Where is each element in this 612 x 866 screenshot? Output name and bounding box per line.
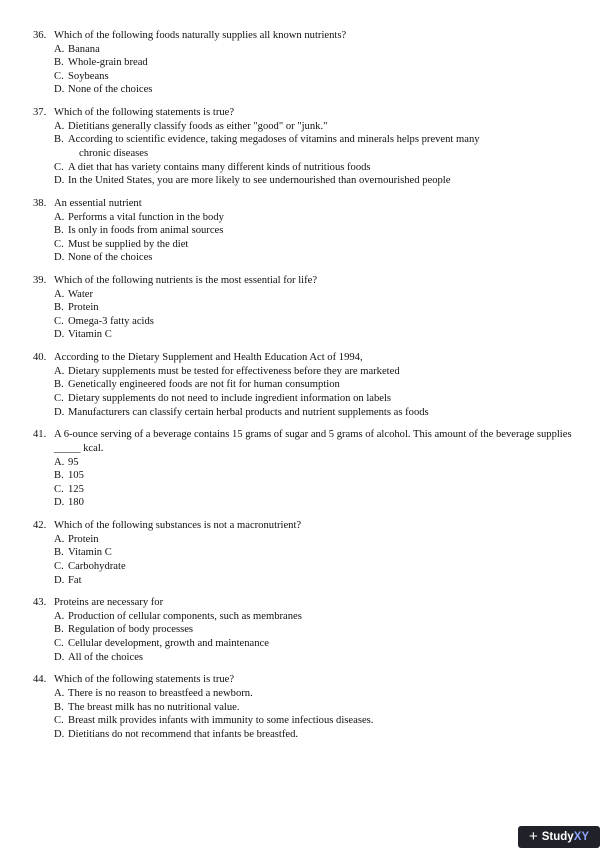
option-text-wrap	[68, 456, 583, 470]
question-list	[33, 29, 583, 751]
question-number: 43.	[33, 597, 47, 609]
question-number: 37.	[33, 107, 47, 119]
question-number: 36.	[33, 30, 47, 41]
question-37	[33, 106, 583, 188]
question-42	[33, 519, 583, 587]
answer-option	[33, 43, 583, 57]
option-text-wrap	[68, 365, 583, 379]
answer-option	[33, 610, 583, 624]
option-text: 180	[68, 497, 84, 509]
option-text: Vitamin C	[68, 329, 112, 341]
question-43	[33, 596, 583, 664]
brand-name	[542, 831, 589, 843]
option-letter: D.	[54, 175, 65, 187]
option-letter: A.	[54, 610, 65, 622]
option-letter: A.	[54, 120, 65, 132]
option-text: The breast milk has no nutritional value.	[68, 701, 240, 713]
answer-option	[33, 315, 583, 329]
option-letter: B.	[54, 134, 64, 146]
option-text-wrap	[68, 43, 583, 57]
option-letter: B.	[54, 302, 64, 314]
question-number: 39.	[33, 275, 47, 287]
option-letter: B.	[54, 225, 64, 237]
answer-option	[33, 301, 583, 315]
answer-option	[33, 574, 583, 588]
option-text-wrap	[68, 701, 583, 715]
answer-option	[33, 687, 583, 701]
brand-accent: XY	[573, 831, 590, 843]
question-36	[33, 29, 583, 97]
option-text-wrap	[68, 560, 583, 574]
option-text: Whole-grain bread	[68, 57, 148, 69]
answer-option	[33, 392, 583, 406]
option-text: Must be supplied by the diet	[68, 238, 189, 250]
question-text: Which of the following nutrients is the most essential for life?	[54, 275, 318, 287]
question-text: Proteins are necessary for	[54, 597, 164, 609]
option-text-wrap	[68, 238, 583, 252]
answer-option	[33, 211, 583, 225]
answer-option	[33, 238, 583, 252]
option-text-wrap	[68, 610, 583, 624]
answer-option	[33, 120, 583, 134]
option-text: Is only in foods from animal sources	[68, 225, 224, 237]
option-text: Regulation of body processes	[68, 624, 194, 636]
option-text-wrap	[68, 728, 583, 742]
option-letter: B.	[54, 379, 64, 391]
option-text: Fat	[68, 574, 82, 586]
option-text-wrap	[68, 651, 583, 665]
brand-prefix: Study	[541, 831, 574, 843]
answer-option	[33, 456, 583, 470]
option-letter: D.	[54, 728, 65, 740]
question-stem	[33, 351, 583, 365]
answer-option	[33, 701, 583, 715]
option-text-wrap	[68, 56, 583, 70]
option-letter: D.	[54, 406, 65, 418]
option-letter: C.	[54, 715, 64, 727]
question-stem	[33, 274, 583, 288]
question-text: Which of the following statements is true?	[54, 107, 235, 119]
option-text: According to scientific evidence, taking megadoses of vitamins and minerals helps prevent many	[68, 134, 480, 146]
question-text: Which of the following foods naturally supplies all known nutrients?	[54, 30, 347, 41]
question-number: 40.	[33, 352, 47, 364]
question-number: 44.	[33, 674, 47, 686]
answer-option	[33, 161, 583, 175]
option-letter: B.	[54, 701, 64, 713]
option-text-continued: chronic diseases	[79, 147, 149, 159]
option-text-wrap	[68, 714, 583, 728]
option-letter: C.	[54, 161, 64, 173]
question-stem	[33, 673, 583, 687]
option-letter: C.	[54, 70, 64, 82]
option-text-wrap	[68, 70, 583, 84]
option-letter: A.	[54, 365, 65, 377]
answer-option	[33, 496, 583, 510]
option-text-wrap	[68, 623, 583, 637]
option-text-wrap	[68, 392, 583, 406]
question-number: 38.	[33, 197, 47, 209]
option-text: 105	[68, 470, 84, 482]
option-text-wrap	[68, 378, 583, 392]
option-text-wrap	[68, 224, 583, 238]
option-letter: D.	[54, 574, 65, 586]
option-text: Dietitians do not recommend that infants be breastfed.	[68, 728, 299, 740]
option-text: Protein	[68, 302, 99, 314]
answer-option	[33, 365, 583, 379]
answer-option	[33, 533, 583, 547]
option-letter: B.	[54, 57, 64, 69]
question-stem	[33, 106, 583, 120]
option-letter: B.	[54, 470, 64, 482]
option-text-wrap	[68, 174, 583, 188]
option-text-wrap	[68, 133, 583, 160]
answer-option	[33, 378, 583, 392]
option-text-wrap	[68, 301, 583, 315]
option-letter: A.	[54, 288, 65, 300]
option-text: Dietary supplements must be tested for effectiveness before they are marketed	[68, 365, 400, 377]
answer-option	[33, 83, 583, 97]
option-text-wrap	[68, 161, 583, 175]
option-text-wrap	[68, 251, 583, 265]
option-text-wrap	[68, 328, 583, 342]
option-text: Carbohydrate	[68, 560, 126, 572]
question-text: Which of the following substances is not a macronutrient?	[54, 520, 302, 532]
option-letter: B.	[54, 624, 64, 636]
option-letter: C.	[54, 393, 64, 404]
answer-option	[33, 483, 583, 497]
option-text: Performs a vital function in the body	[68, 211, 224, 223]
option-text: None of the choices	[68, 84, 153, 96]
option-text: Dietitians generally classify foods as either "good" or "junk."	[68, 120, 328, 132]
option-text: Soybeans	[68, 70, 109, 82]
option-text-wrap	[68, 211, 583, 225]
option-text: Genetically engineered foods are not fit for human consumption	[68, 379, 340, 391]
option-text-wrap	[68, 637, 583, 651]
question-stem	[33, 197, 583, 211]
question-text: An essential nutrient	[54, 197, 142, 209]
option-text-wrap	[68, 406, 583, 420]
question-38	[33, 197, 583, 265]
answer-option	[33, 728, 583, 742]
option-letter: A.	[54, 688, 65, 700]
option-text-wrap	[68, 83, 583, 97]
option-text: Protein	[68, 533, 99, 545]
answer-option	[33, 174, 583, 188]
answer-option	[33, 288, 583, 302]
plus-icon: +	[528, 827, 538, 845]
option-text-wrap	[68, 288, 583, 302]
option-text-wrap	[68, 483, 583, 497]
option-text: Breast milk provides infants with immunity to some infectious diseases.	[68, 715, 374, 727]
option-text: Vitamin C	[68, 547, 112, 559]
question-number: 42.	[33, 520, 47, 532]
answer-option	[33, 560, 583, 574]
question-41	[33, 428, 583, 510]
option-letter: C.	[54, 483, 64, 495]
question-39	[33, 274, 583, 342]
question-44	[33, 673, 583, 741]
option-letter: C.	[54, 638, 64, 650]
question-stem	[33, 596, 583, 610]
option-text-wrap	[68, 546, 583, 560]
option-text: A diet that has variety contains many different kinds of nutritious foods	[68, 161, 371, 173]
option-text: 95	[68, 456, 79, 468]
option-text: Omega-3 fatty acids	[68, 315, 154, 327]
answer-option	[33, 56, 583, 70]
answer-option	[33, 546, 583, 560]
option-letter: A.	[54, 43, 65, 55]
option-text-wrap	[68, 315, 583, 329]
answer-option	[33, 623, 583, 637]
option-text: Water	[68, 288, 94, 300]
option-text: Manufacturers can classify certain herbal products and nutrient supplements as foods	[68, 406, 429, 418]
question-stem	[33, 29, 583, 43]
option-letter: D.	[54, 497, 65, 509]
answer-option	[33, 251, 583, 265]
option-text: In the United States, you are more likely to see undernourished than overnourished people	[68, 175, 451, 187]
answer-option	[33, 328, 583, 342]
question-text: According to the Dietary Supplement and Health Education Act of 1994,	[54, 352, 363, 364]
answer-option	[33, 224, 583, 238]
answer-option	[33, 406, 583, 420]
option-text: 125	[68, 483, 84, 495]
option-text-wrap	[68, 687, 583, 701]
answer-option	[33, 133, 583, 160]
studyxy-logo[interactable]	[518, 826, 600, 848]
option-letter: D.	[54, 329, 65, 341]
question-text: Which of the following statements is true?	[54, 674, 235, 686]
option-letter: A.	[54, 211, 65, 223]
option-letter: C.	[54, 560, 64, 572]
answer-option	[33, 651, 583, 665]
option-letter: D.	[54, 252, 65, 264]
option-text: Cellular development, growth and maintenance	[68, 638, 269, 650]
question-stem	[33, 519, 583, 533]
answer-option	[33, 469, 583, 483]
option-text: None of the choices	[68, 252, 153, 264]
option-letter: D.	[54, 84, 65, 96]
option-text: There is no reason to breastfeed a newborn.	[68, 688, 253, 700]
option-text: Production of cellular components, such as membranes	[68, 610, 302, 622]
answer-option	[33, 714, 583, 728]
option-text-wrap	[68, 574, 583, 588]
option-text-wrap	[68, 120, 583, 134]
option-letter: A.	[54, 533, 65, 545]
option-text: All of the choices	[68, 651, 144, 663]
option-letter: C.	[54, 238, 64, 250]
option-text: Dietary supplements do not need to include ingredient information on labels	[68, 393, 392, 404]
question-40	[33, 351, 583, 419]
option-letter: B.	[54, 547, 64, 559]
option-letter: D.	[54, 651, 65, 663]
option-letter: C.	[54, 315, 64, 327]
answer-option	[33, 70, 583, 84]
option-text-wrap	[68, 533, 583, 547]
question-number: 41.	[33, 429, 47, 441]
answer-option	[33, 637, 583, 651]
option-text-wrap	[68, 496, 583, 510]
option-text: Banana	[68, 43, 100, 55]
option-letter: A.	[54, 456, 65, 468]
option-text-wrap	[68, 469, 583, 483]
question-text: A 6-ounce serving of a beverage contains 15 grams of sugar and 5 grams of alcohol. This amount of the beverage supplies _____ kcal.	[54, 429, 572, 454]
question-stem	[33, 428, 583, 455]
